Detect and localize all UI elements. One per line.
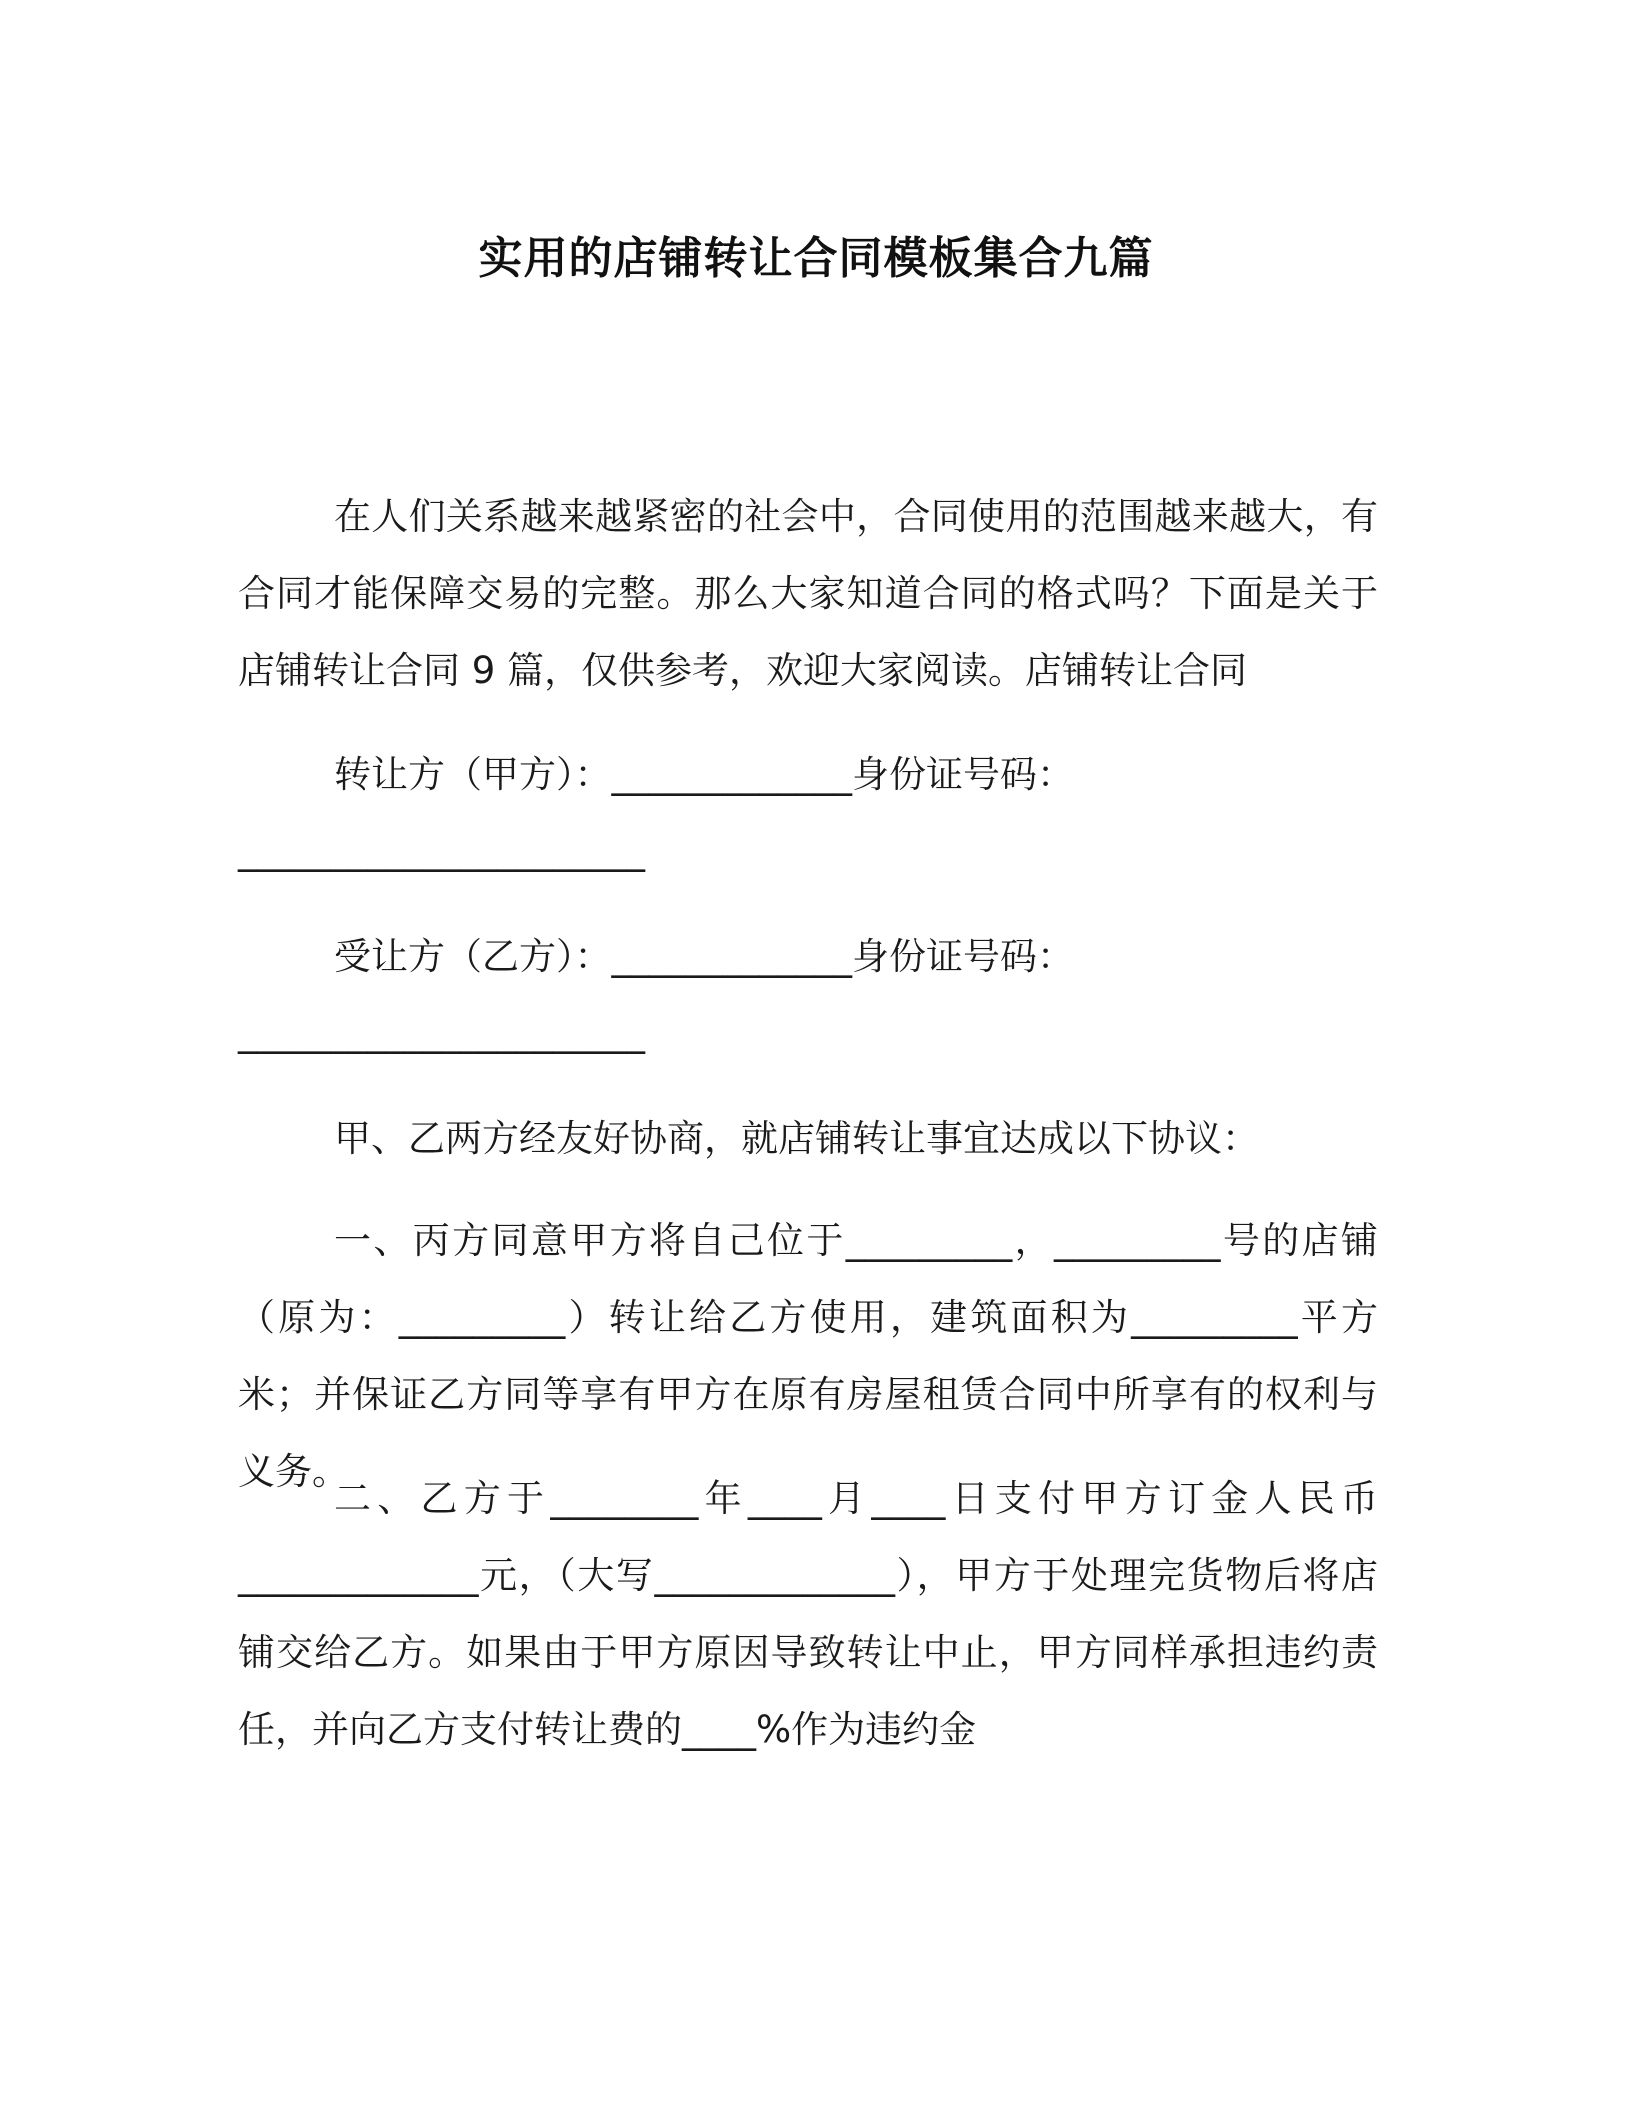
intro-paragraph: 在人们关系越来越紧密的社会中，合同使用的范围越来越大，有合同才能保障交易的完整。那么大家知道合同的格式吗？下面是关于店铺转让合同 9 篇，仅供参考，欢迎大家阅读。店铺转让合同 [238,495,1378,692]
clause-two: 二、乙方于________年____月____日支付甲方订金人民币_____________元，（大写_____________），甲方于处理完货物后将店铺交给乙方。如果由于甲方原因导致转让中止，甲方同样承担违约责任，并向乙方支付转让费的____%作为违约金 [238,1477,1378,1751]
transferor-id-blank: ______________________ [238,829,645,872]
document-title: 实用的店铺转让合同模板集合九篇 [478,233,1154,284]
transferee-id-blank: ______________________ [238,1011,645,1054]
transferor-line: 转让方（甲方）：_____________身份证号码： [334,753,1074,796]
agreement-intro: 甲、乙两方经友好协商，就店铺转让事宜达成以下协议： [334,1117,1259,1160]
clause-one: 一、丙方同意甲方将自己位于_________，_________号的店铺（原为：_________）转让给乙方使用，建筑面积为_________平方米；并保证乙方同等享有甲方在原有房屋租赁合同中所享有的权利与义务。 [238,1219,1378,1493]
transferee-line: 受让方（乙方）：_____________身份证号码： [334,935,1074,978]
